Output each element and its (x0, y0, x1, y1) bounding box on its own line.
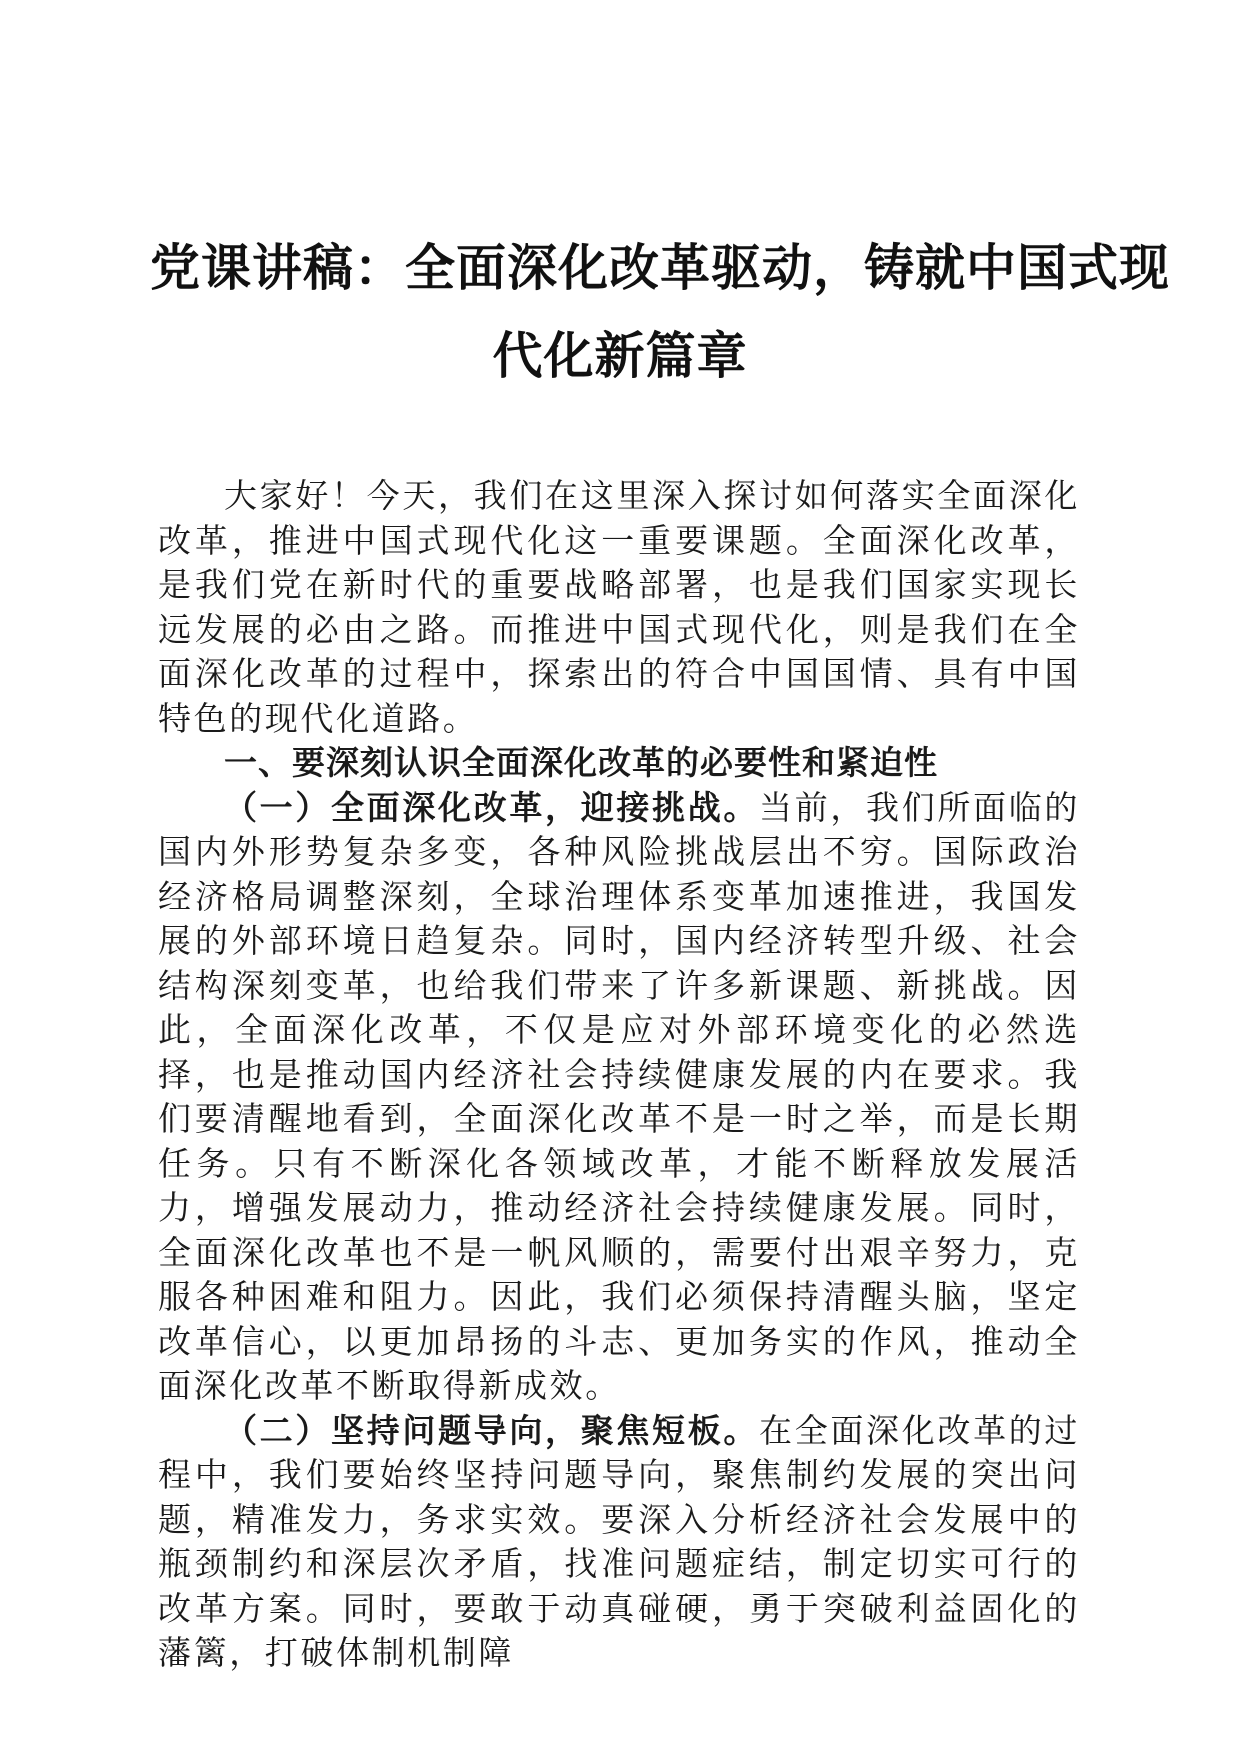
subsection-lead-1: （一）全面深化改革，迎接挑战。 (224, 787, 760, 827)
subsection-lead-2: （二）坚持问题导向，聚焦短板。 (224, 1410, 760, 1450)
title-line-2: 代化新篇章 (492, 326, 748, 385)
subsection-text-2: 在全面深化改革的过程中，我们要始终坚持问题导向，聚焦制约发展的突出问题，精准发力，务求实效。要深入分析经济社会发展中的瓶颈制约和深层次矛盾，找准问题症结，制定切实可行的改革方案。同时，要敢于动真碰硬，勇于突破利益固化的藩篱，打破体制机制障 (158, 1410, 1081, 1672)
subsection-text-1: 当前，我们所面临的国内外形势复杂多变，各种风险挑战层出不穷。国际政治经济格局调整深刻，全球治理体系变革加速推进，我国发展的外部环境日趋复杂。同时，国内经济转型升级、社会结构深刻变革，也给我们带来了许多新课题、新挑战。因此，全面深化改革，不仅是应对外部环境变化的必然选择，也是推动国内经济社会持续健康发展的内在要求。我们要清醒地看到，全面深化改革不是一时之举，而是长期任务。只有不断深化各领域改革，才能不断释放发展活力，增强发展动力，推动经济社会持续健康发展。同时，全面深化改革也不是一帆风顺的，需要付出艰辛努力，克服各种困难和阻力。因此，我们必须保持清醒头脑，坚定改革信心，以更加昂扬的斗志、更加务实的作风，推动全面深化改革不断取得新成效。 (158, 787, 1081, 1405)
subsection-paragraph-1 (158, 786, 1080, 1409)
intro-paragraph: 大家好！今天，我们在这里深入探讨如何落实全面深化改革，推进中国式现代化这一重要课题。全面深化改革，是我们党在新时代的重要战略部署，也是我们国家实现长远发展的必由之路。而推进中国式现代化，则是我们在全面深化改革的过程中，探索出的符合中国国情、具有中国特色的现代化道路。 (158, 476, 1080, 738)
document-title (150, 224, 1170, 400)
title-line-1: 党课讲稿：全面深化改革驱动，铸就中国式现 (150, 238, 1170, 297)
section-heading-1: 一、要深刻认识全面深化改革的必要性和紧迫性 (224, 743, 938, 782)
subsection-paragraph-2 (158, 1409, 1080, 1676)
document-page (150, 0, 1170, 1754)
document-body (158, 474, 1080, 1676)
